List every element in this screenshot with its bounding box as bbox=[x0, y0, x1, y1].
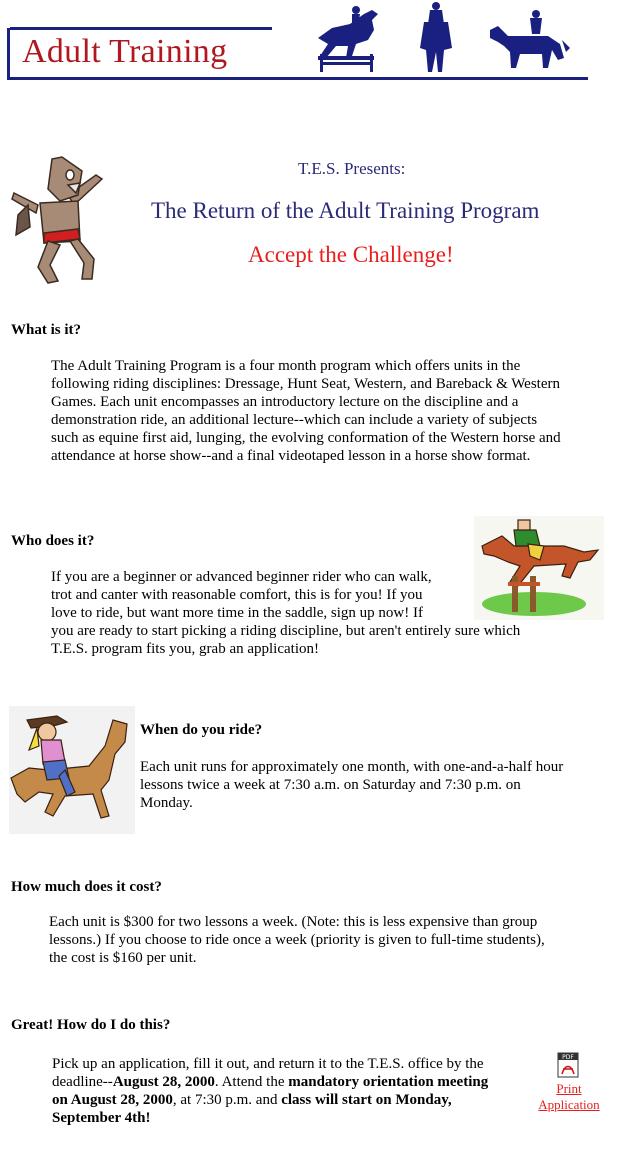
who-body-line: love to ride, but want more time in the saddle, sign up now! If bbox=[51, 605, 424, 621]
how-body bbox=[52, 1055, 500, 1127]
print-link-line[interactable]: Print bbox=[556, 1081, 582, 1096]
pdf-icon-label: PDF bbox=[562, 1054, 574, 1061]
dancing-horse-icon bbox=[8, 155, 104, 289]
how-heading: Great! How do I do this? bbox=[11, 1017, 171, 1033]
how-text: , at 7:30 p.m. and bbox=[172, 1092, 282, 1108]
who-body-line: T.E.S. program fits you, grab an application! bbox=[51, 641, 319, 657]
class-start-note: class will start on Monday, September 4th! bbox=[52, 1092, 452, 1126]
when-body: Each unit runs for approximately one month, with one-and-a-half hour lessons twice a week at 7:30 a.m. on Saturday and 7:30 p.m. on Monday. bbox=[140, 759, 564, 811]
pdf-icon[interactable] bbox=[557, 1052, 579, 1078]
deadline-date: August 28, 2000 bbox=[112, 1074, 215, 1090]
page-title: Adult Training bbox=[22, 33, 228, 70]
what-heading: What is it? bbox=[11, 322, 82, 338]
when-heading: When do you ride? bbox=[140, 722, 263, 738]
challenge-tagline: Accept the Challenge! bbox=[248, 242, 454, 267]
cowgirl-rider-icon bbox=[9, 706, 135, 834]
what-body: The Adult Training Program is a four month program which offers units in the following riding disciplines: Dressage, Hunt Seat, Western, and Bareback & Western Games. Each unit encompasses an introductory lecture on the discipline and a demonstration ride, an additional lecture--which can include a variety of subjects such as equine first aid, lunging, the evolving conformation of the Western horse and attendance at horse show--and a final videotaped lesson in a horse show format. bbox=[51, 358, 561, 464]
dressage-horse-icon bbox=[420, 2, 452, 72]
who-body-line: you are ready to start picking a riding discipline, but aren't entirely sure which bbox=[51, 623, 521, 639]
cost-body: Each unit is $300 for two lessons a week. (Note: this is less expensive than group lessons.) If you choose to ride once a week (priority is given to full-time students), the cost is $160 per unit. bbox=[49, 914, 545, 966]
cost-heading: How much does it cost? bbox=[11, 879, 162, 895]
who-body-line: trot and canter with reasonable comfort, this is for you! If you bbox=[51, 587, 423, 603]
how-text: Pick up an application, fill it out, and return it to the T.E.S. office by the deadline-- bbox=[52, 1056, 484, 1090]
presents-label: T.E.S. Presents: bbox=[298, 159, 406, 178]
banner-horses-illustration bbox=[312, 0, 572, 80]
orientation-note: mandatory orientation meeting on August 28, 2000 bbox=[52, 1074, 489, 1108]
print-link-line[interactable]: Application bbox=[538, 1097, 600, 1112]
how-text: . Attend the bbox=[214, 1074, 289, 1090]
program-title: The Return of the Adult Training Program bbox=[151, 198, 540, 223]
print-application-link[interactable] bbox=[532, 1081, 606, 1113]
who-body bbox=[51, 568, 611, 658]
jumping-horse-icon bbox=[318, 6, 378, 72]
who-heading: Who does it? bbox=[11, 533, 95, 549]
who-body-line: If you are a beginner or advanced beginner rider who can walk, bbox=[51, 569, 432, 585]
western-horse-icon bbox=[490, 10, 570, 68]
